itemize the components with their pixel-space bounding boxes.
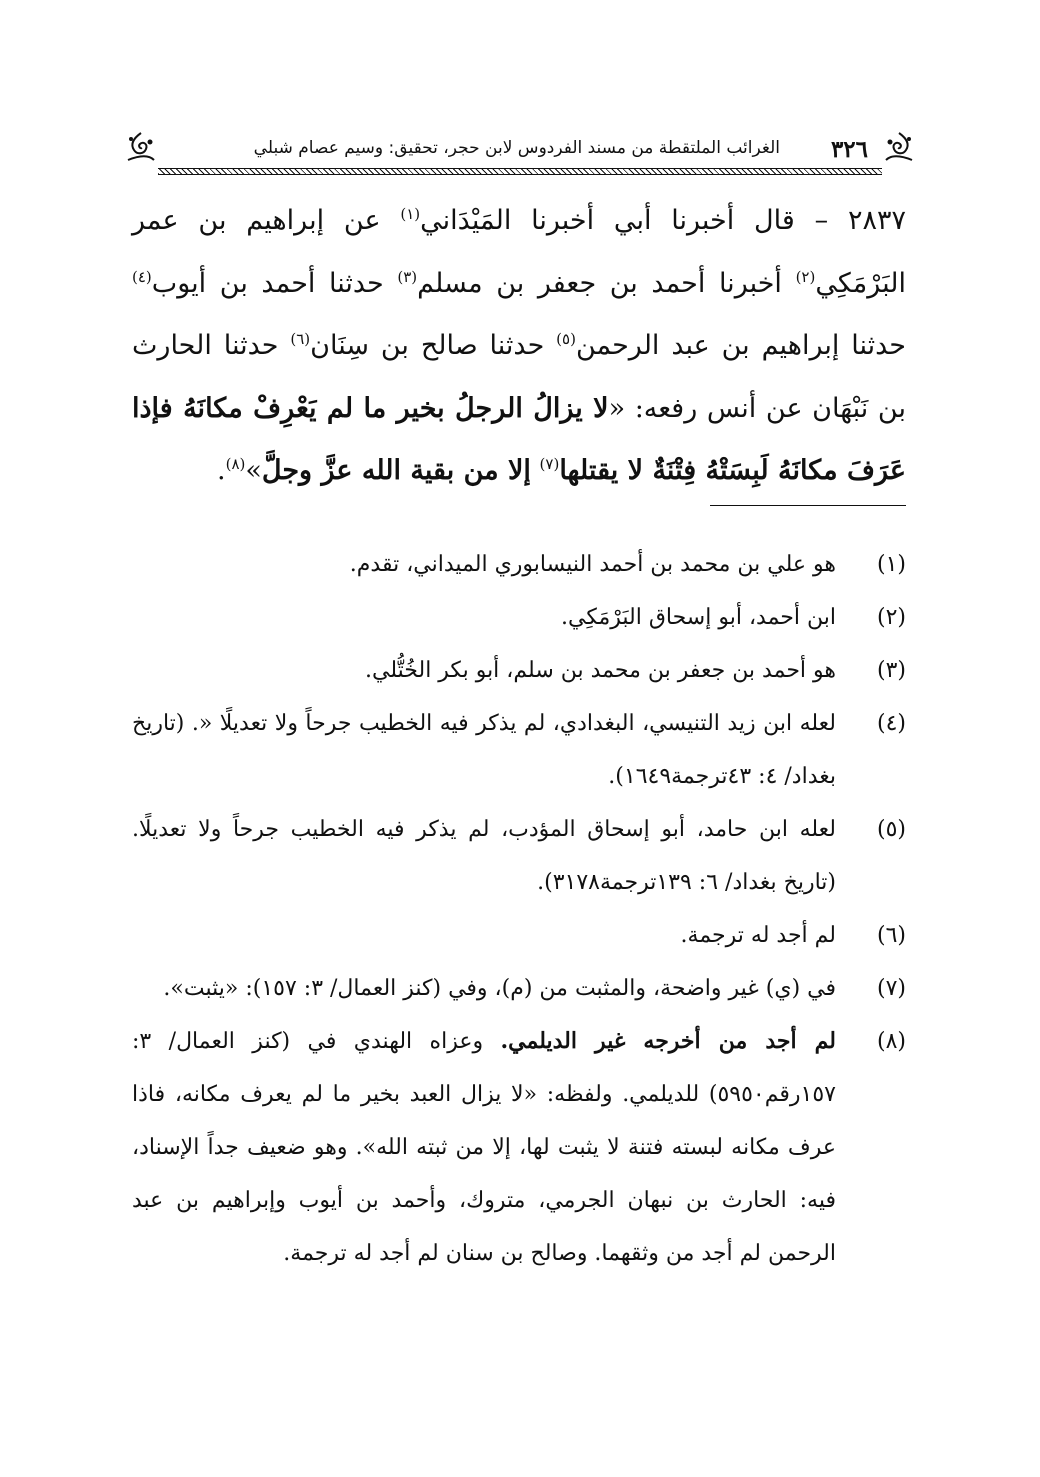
period: .	[216, 455, 226, 486]
running-title: الغرائب الملتقطة من مسند الفردوس لابن حجر، تحقيق: وسيم عصام شبلي	[253, 138, 780, 158]
hadith-number: ٢٨٣٧ –	[814, 205, 906, 236]
hadith-text	[132, 190, 906, 503]
footnote-text: لعله ابن حامد، أبو إسحاق المؤدب، لم يذكر فيه الخطيب جرحاً ولا تعديلًا. (تاريخ بغداد/ ٦: ١٣٩ترجمة٣١٧٨).	[132, 817, 836, 895]
isnad-segment: عن إبراهيم بن عمر البَرْمَكِي	[132, 205, 906, 299]
footnote-text: لم أجد له ترجمة.	[680, 923, 836, 948]
header-rule	[158, 168, 882, 175]
footnote-ref: (٥)	[556, 330, 576, 348]
footnote-text: في (ي) غير واضحة، والمثبت من (م)، وفي (كنز العمال/ ٣: ١٥٧): «يثبت».	[163, 976, 836, 1001]
footnote	[132, 1015, 906, 1280]
footnote	[132, 538, 906, 591]
matn-text: لا يزالُ الرجلُ بخير ما لم يَعْرِفْ مكانَهُ فإذا عَرَفَ مكانَهُ لَبِسَتْهُ فِتْنَةٌ لا يقتلها	[132, 392, 906, 486]
footnote	[132, 909, 906, 962]
floral-ornament-icon	[882, 130, 916, 164]
footnote-text: لعله ابن زيد التنيسي، البغدادي، لم يذكر فيه الخطيب جرحاً ولا تعديلًا «. (تاريخ بغداد/ ٤: ٤٣ترجمة١٦٤٩).	[132, 711, 836, 789]
footnote-text: هو علي بن محمد بن أحمد النيسابوري الميداني، تقدم.	[349, 552, 836, 577]
running-header	[132, 126, 908, 176]
footnote	[132, 697, 906, 803]
footnote	[132, 644, 906, 697]
isnad-segment: حدثنا إبراهيم بن عبد الرحمن	[575, 330, 906, 361]
footnote-ref: (١)	[400, 205, 421, 223]
footnotes	[132, 538, 906, 1280]
isnad-segment: حدثنا صالح بن سِنَان	[310, 330, 545, 361]
isnad-segment: أخبرنا أحمد بن جعفر بن مسلم	[417, 267, 782, 299]
footnote-number: (٢)	[876, 605, 906, 630]
footnote-number: (٨)	[876, 1029, 906, 1054]
page-number: ٣٢٦	[830, 136, 868, 163]
footnote-number: (٤)	[876, 711, 906, 736]
footnote-ref: (٢)	[795, 267, 816, 286]
footnote-number: (٣)	[876, 658, 906, 683]
footnote	[132, 962, 906, 1015]
footnote-ref: (٣)	[397, 267, 418, 286]
floral-ornament-icon	[124, 130, 158, 164]
matn-text: إلا من بقية الله عزَّ وجلَّ	[261, 455, 531, 486]
footnote-separator	[710, 505, 906, 506]
footnote	[132, 803, 906, 909]
footnote-text: وعزاه الهندي في (كنز العمال/ ٣: ١٥٧رقم٥٩٥٠) للديلمي. ولفظه: «لا يزال العبد بخير ما لم يعرف مكانه، فاذا عرف مكانه لبسته فتنة لا يثبت لها، إلا من ثبته الله». وهو ضعيف جداً الإسناد، فيه: الحارث بن نبهان الجرمي، متروك، وأحمد بن أيوب وإبراهيم بن عبد الرحمن لم أجد من وثقهما. وصالح بن سنان لم أجد له ترجمة.	[132, 1029, 836, 1266]
isnad-segment: حدثنا أحمد بن أيوب	[151, 267, 384, 299]
footnote-emphasis: لم أجد من أخرجه غير الديلمي.	[500, 1028, 836, 1054]
footnote-ref: (٦)	[290, 330, 311, 348]
footnote-text: هو أحمد بن جعفر بن محمد بن سلم، أبو بكر الخُتُّلي.	[365, 658, 836, 683]
footnote-ref: (٨)	[225, 455, 246, 473]
footnote-ref: (٧)	[539, 455, 560, 473]
isnad-segment: حدثنا الحارث بن نَبْهَان عن أنس رفعه: «	[132, 330, 906, 424]
footnote-number: (٥)	[876, 817, 906, 842]
footnote-text: ابن أحمد، أبو إسحاق البَرْمَكِي.	[560, 605, 836, 630]
footnote-number: (٧)	[876, 976, 906, 1001]
footnote-number: (١)	[876, 552, 906, 577]
isnad-segment: قال أخبرنا أبي أخبرنا المَيْدَاني	[420, 205, 795, 236]
footnote	[132, 591, 906, 644]
closing-quote: »	[245, 455, 262, 486]
footnote-number: (٦)	[876, 923, 906, 948]
footnote-ref: (٤)	[132, 267, 152, 286]
